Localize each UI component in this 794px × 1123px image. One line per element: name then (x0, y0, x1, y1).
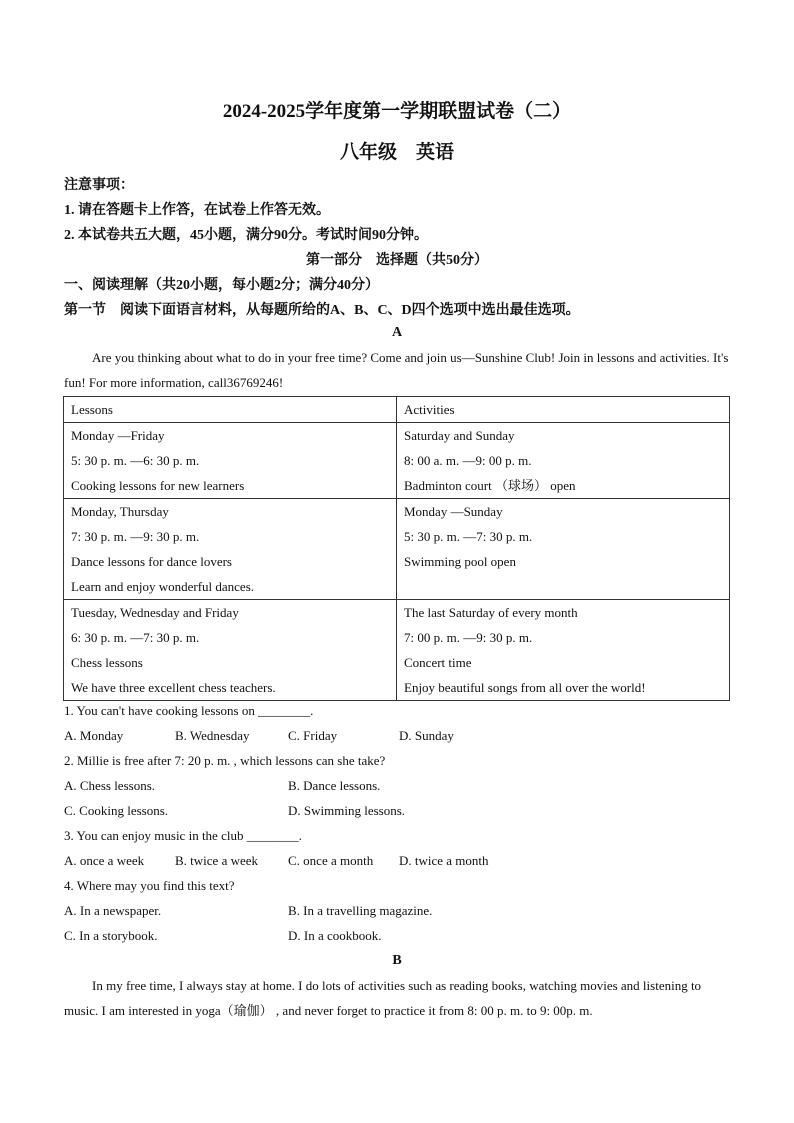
table-row (64, 499, 730, 600)
header-lessons: Lessons (71, 402, 113, 417)
cell-line: 8: 00 a. m. —9: 00 p. m. (404, 453, 532, 468)
passage-a-label: A (391, 325, 403, 340)
passage-b-text: In my free time, I always stay at home. I do lots of activities such as reading books, watching movies and listening to music. I am interested in yoga（瑜伽） , and never forget to practice it from 8: 00 p. m. to 9: 00p. m. (64, 978, 702, 1018)
cell-line: 5: 30 p. m. —7: 30 p. m. (404, 529, 533, 544)
question-4-option-a: A. In a newspaper. (64, 903, 162, 918)
table-cell (397, 600, 730, 701)
cell-line: Enjoy beautiful songs from all over the world! (404, 680, 646, 695)
question-3-option-d: D. twice a month (399, 853, 489, 868)
note-item-2: 2. 本试卷共五大题，45小题，满分90分。考试时间90分钟。 (64, 228, 428, 243)
question-1-option-b: B. Wednesday (175, 728, 250, 743)
part-title: 第一部分 选择题（共50分） (306, 253, 488, 268)
cell-line: Concert time (404, 655, 472, 670)
cell-line: Dance lessons for dance lovers (71, 554, 232, 569)
table-row (64, 423, 730, 499)
section-instruction: 第一节 阅读下面语言材料，从每题所给的A、B、C、D四个选项中选出最佳选项。 (64, 303, 580, 318)
exam-title: 2024-2025学年度第一学期联盟试卷（二） (222, 101, 572, 122)
question-4-option-d: D. In a cookbook. (288, 928, 382, 943)
cell-line: Monday —Sunday (404, 504, 503, 519)
passage-a-intro: Are you thinking about what to do in your free time? Come and join us—Sunshine Club! Join in lessons and activities. It's fun! For more information, call36769246! (64, 350, 729, 390)
header-activities: Activities (404, 402, 455, 417)
cell-line: Saturday and Sunday (404, 428, 515, 443)
cell-line: Tuesday, Wednesday and Friday (71, 605, 239, 620)
question-3-option-a: A. once a week (64, 853, 145, 868)
cell-line: Learn and enjoy wonderful dances. (71, 579, 255, 594)
table-header-cell (64, 397, 397, 423)
schedule-table (63, 396, 730, 701)
cell-line: The last Saturday of every month (404, 605, 578, 620)
question-1-option-d: D. Sunday (399, 728, 454, 743)
section-title: 一、阅读理解（共20小题，每小题2分；满分40分） (64, 278, 379, 293)
question-1-stem: 1. You can't have cooking lessons on ________. (64, 703, 314, 718)
question-1-option-c: C. Friday (288, 728, 338, 743)
cell-line: Monday, Thursday (71, 504, 169, 519)
cell-line: Cooking lessons for new learners (71, 478, 245, 493)
question-3-option-b: B. twice a week (175, 853, 259, 868)
notes-heading: 注意事项： (64, 178, 134, 193)
table-cell (64, 600, 397, 701)
question-4-stem: 4. Where may you find this text? (64, 878, 235, 893)
table-row (64, 600, 730, 701)
question-3-option-c: C. once a month (288, 853, 374, 868)
table-cell (64, 423, 397, 499)
table-header-row (64, 397, 730, 423)
table-cell (64, 499, 397, 600)
question-2-option-b: B. Dance lessons. (288, 778, 381, 793)
question-4-option-c: C. In a storybook. (64, 928, 158, 943)
question-2-option-c: C. Cooking lessons. (64, 803, 169, 818)
passage-b-label: B (392, 953, 402, 968)
cell-line: 7: 30 p. m. —9: 30 p. m. (71, 529, 200, 544)
cell-line: Monday —Friday (71, 428, 165, 443)
cell-line: 5: 30 p. m. —6: 30 p. m. (71, 453, 200, 468)
cell-line: Chess lessons (71, 655, 143, 670)
cell-line: We have three excellent chess teachers. (71, 680, 276, 695)
cell-line: 7: 00 p. m. —9: 30 p. m. (404, 630, 533, 645)
table-cell (397, 423, 730, 499)
cell-line: Badminton court （球场） open (404, 478, 576, 493)
question-1-option-a: A. Monday (64, 728, 124, 743)
question-2-stem: 2. Millie is free after 7: 20 p. m. , which lessons can she take? (64, 753, 386, 768)
question-3-stem: 3. You can enjoy music in the club ________. (64, 828, 302, 843)
table-header-cell (397, 397, 730, 423)
question-2-option-d: D. Swimming lessons. (288, 803, 406, 818)
question-2-option-a: A. Chess lessons. (64, 778, 156, 793)
note-item-1: 1. 请在答题卡上作答，在试卷上作答无效。 (64, 203, 330, 218)
question-4-option-b: B. In a travelling magazine. (288, 903, 433, 918)
cell-line: Swimming pool open (404, 554, 516, 569)
table-cell (397, 499, 730, 600)
cell-line: 6: 30 p. m. —7: 30 p. m. (71, 630, 200, 645)
exam-subtitle: 八年级 英语 (339, 142, 454, 163)
